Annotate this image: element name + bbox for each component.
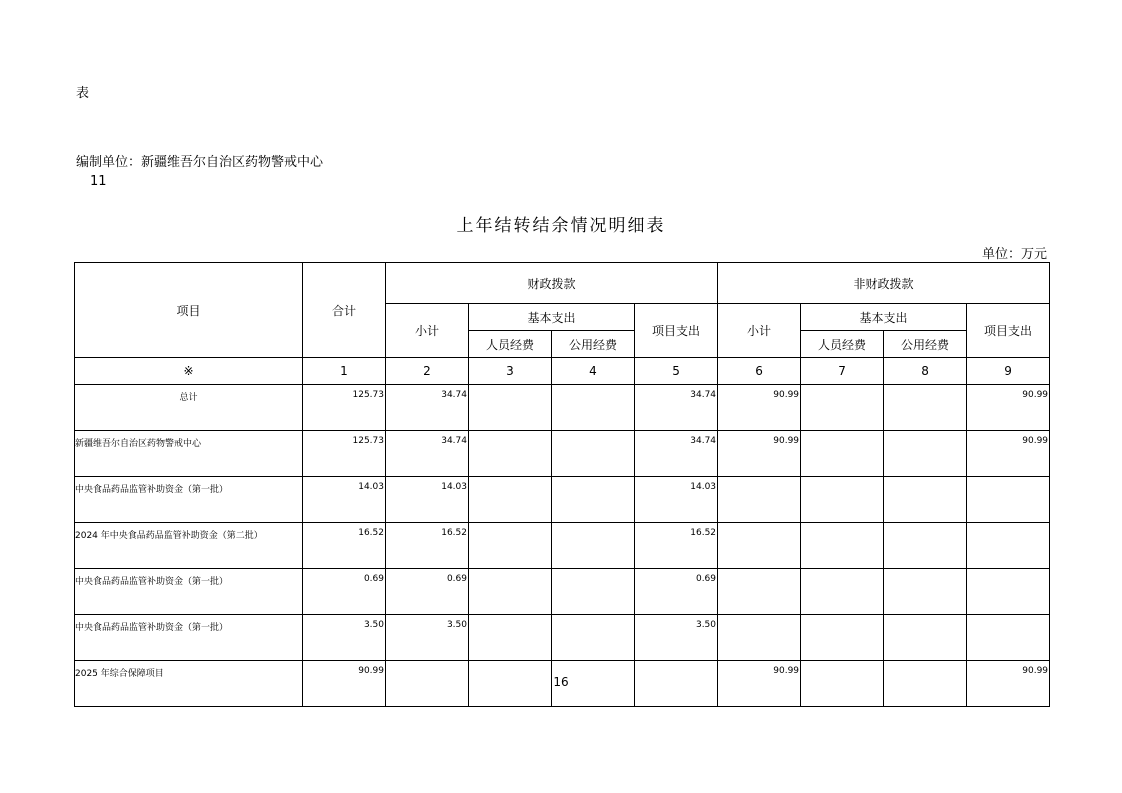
cell-value: 90.99: [718, 661, 801, 707]
cell-value: 0.69: [303, 569, 386, 615]
index-cell: 2: [386, 358, 469, 385]
table-row: [75, 523, 1050, 569]
cell-value: 14.03: [386, 477, 469, 523]
table-label: 表: [76, 86, 90, 101]
table-row: [75, 385, 1050, 431]
page-title: 上年结转结余情况明细表: [456, 216, 666, 236]
cell-value: 125.73: [303, 385, 386, 431]
cell-value: [469, 615, 552, 661]
cell-value: 90.99: [718, 385, 801, 431]
cell-value: [967, 477, 1050, 523]
index-cell: 7: [801, 358, 884, 385]
cell-value: [967, 523, 1050, 569]
unit-label: 单位：万元: [981, 247, 1047, 262]
cell-value: 14.03: [635, 477, 718, 523]
header-nonfiscal: 非财政拨款: [718, 263, 1050, 304]
table-row: [75, 431, 1050, 477]
cell-value: [884, 615, 967, 661]
index-cell: 1: [303, 358, 386, 385]
cell-value: [552, 523, 635, 569]
cell-value: [718, 523, 801, 569]
index-cell: 3: [469, 358, 552, 385]
cell-value: [718, 477, 801, 523]
header-fiscal: 财政拨款: [386, 263, 718, 304]
cell-value: [801, 615, 884, 661]
index-cell: 4: [552, 358, 635, 385]
cell-value: 3.50: [635, 615, 718, 661]
cell-value: [884, 477, 967, 523]
cell-value: 90.99: [967, 385, 1050, 431]
budget-table: [74, 262, 1050, 707]
cell-value: [469, 385, 552, 431]
table-row: [75, 569, 1050, 615]
header-fiscal-subtotal: 小计: [386, 304, 469, 358]
cell-value: [552, 615, 635, 661]
row-name: 总计: [75, 385, 303, 431]
table-row: [75, 477, 1050, 523]
cell-value: 0.69: [386, 569, 469, 615]
cell-value: [967, 615, 1050, 661]
page-number: 16: [553, 675, 569, 689]
index-cell: ※: [75, 358, 303, 385]
cell-value: [801, 385, 884, 431]
cell-value: [469, 431, 552, 477]
header-nonfiscal-basic: 基本支出: [801, 304, 967, 331]
row-name: 中央食品药品监管补助资金（第一批）: [75, 615, 303, 661]
header-total: 合计: [303, 263, 386, 358]
cell-value: [884, 431, 967, 477]
cell-value: 34.74: [635, 385, 718, 431]
cell-value: [718, 569, 801, 615]
cell-value: 90.99: [967, 661, 1050, 707]
row-name: 新疆维吾尔自治区药物警戒中心: [75, 431, 303, 477]
cell-value: [884, 569, 967, 615]
index-cell: 6: [718, 358, 801, 385]
cell-value: 34.74: [386, 385, 469, 431]
index-row: [75, 358, 1050, 385]
index-cell: 5: [635, 358, 718, 385]
cell-value: [552, 569, 635, 615]
cell-value: 125.73: [303, 431, 386, 477]
cell-value: [801, 431, 884, 477]
org-unit: 编制单位：新疆维吾尔自治区药物警戒中心: [76, 155, 324, 170]
cell-value: 90.99: [303, 661, 386, 707]
cell-value: 14.03: [303, 477, 386, 523]
index-cell: 8: [884, 358, 967, 385]
cell-value: [967, 569, 1050, 615]
cell-value: 34.74: [635, 431, 718, 477]
serial-number: 11: [90, 174, 107, 189]
cell-value: [552, 431, 635, 477]
header-fiscal-project: 项目支出: [635, 304, 718, 358]
index-cell: 9: [967, 358, 1050, 385]
row-name: 中央食品药品监管补助资金（第一批）: [75, 569, 303, 615]
cell-value: [884, 523, 967, 569]
cell-value: 3.50: [386, 615, 469, 661]
table-row: [75, 615, 1050, 661]
cell-value: 3.50: [303, 615, 386, 661]
header-nonfiscal-public: 公用经费: [884, 331, 967, 358]
row-name: 2024 年中央食品药品监管补助资金（第二批）: [75, 523, 303, 569]
cell-value: [552, 477, 635, 523]
cell-value: [469, 523, 552, 569]
header-fiscal-public: 公用经费: [552, 331, 635, 358]
header-item: 项目: [75, 263, 303, 358]
cell-value: [884, 385, 967, 431]
header-nonfiscal-subtotal: 小计: [718, 304, 801, 358]
cell-value: 34.74: [386, 431, 469, 477]
cell-value: [469, 477, 552, 523]
cell-value: 90.99: [967, 431, 1050, 477]
cell-value: 0.69: [635, 569, 718, 615]
cell-value: [801, 569, 884, 615]
cell-value: [469, 569, 552, 615]
cell-value: [801, 477, 884, 523]
row-name: 2025 年综合保障项目: [75, 661, 303, 707]
cell-value: 16.52: [303, 523, 386, 569]
header-nonfiscal-personnel: 人员经费: [801, 331, 884, 358]
row-name: 中央食品药品监管补助资金（第一批）: [75, 477, 303, 523]
cell-value: [552, 385, 635, 431]
header-fiscal-personnel: 人员经费: [469, 331, 552, 358]
header-nonfiscal-project: 项目支出: [967, 304, 1050, 358]
cell-value: 16.52: [386, 523, 469, 569]
cell-value: 16.52: [635, 523, 718, 569]
header-fiscal-basic: 基本支出: [469, 304, 635, 331]
cell-value: [718, 615, 801, 661]
cell-value: 90.99: [718, 431, 801, 477]
cell-value: [801, 523, 884, 569]
